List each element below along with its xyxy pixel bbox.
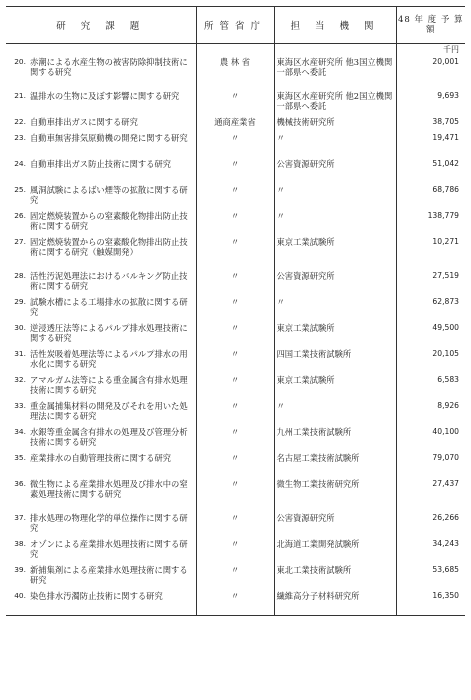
research-title: アマルガム法等による重金属含有排水処理技術に関する研究 (30, 375, 188, 395)
ministry-cell: 〃 (196, 589, 274, 615)
research-title-cell (6, 269, 196, 295)
agency-cell: 〃 (274, 209, 396, 235)
ministry-cell: 〃 (196, 511, 274, 537)
budget-cell: 8,926 (396, 399, 465, 425)
table-row (6, 321, 465, 347)
research-title-cell (6, 373, 196, 399)
row-number: 37. (14, 513, 26, 522)
research-title-cell (6, 131, 196, 157)
research-title-cell (6, 235, 196, 269)
budget-cell: 20,105 (396, 347, 465, 373)
table-row (6, 269, 465, 295)
research-title: 排水処理の物理化学的単位操作に関する研究 (30, 513, 188, 533)
table-row (6, 157, 465, 183)
row-number: 38. (14, 539, 26, 548)
research-title-cell (6, 451, 196, 477)
research-title-cell (6, 563, 196, 589)
table-row (6, 89, 465, 115)
budget-cell: 53,685 (396, 563, 465, 589)
budget-cell: 27,437 (396, 477, 465, 511)
ministry-cell: 〃 (196, 425, 274, 451)
research-title-cell (6, 209, 196, 235)
budget-cell: 38,705 (396, 115, 465, 131)
table-row (6, 209, 465, 235)
research-title: 水銀等重金属含有排水の処理及び管理分析技術に関する研究 (30, 427, 188, 447)
ministry-cell: 〃 (196, 269, 274, 295)
research-title-cell (6, 157, 196, 183)
header-research-title: 研 究 課 題 (6, 7, 196, 44)
agency-cell: 公害資源研究所 (274, 157, 396, 183)
table-row (6, 589, 465, 615)
agency-cell: 東京工業試験所 (274, 235, 396, 269)
row-number: 32. (14, 375, 26, 384)
header-agency: 担 当 機 関 (274, 7, 396, 44)
research-title: 自動車無害排気原動機の開発に関する研究 (30, 133, 188, 143)
research-title-cell (6, 347, 196, 373)
table-body (6, 44, 465, 616)
table-row (6, 295, 465, 321)
budget-cell: 34,243 (396, 537, 465, 563)
budget-cell: 19,471 (396, 131, 465, 157)
table-row (6, 563, 465, 589)
research-title: 自動車排出ガスに関する研究 (30, 117, 138, 127)
table-row (6, 511, 465, 537)
row-number: 20. (14, 57, 26, 66)
unit-label: 千円 (443, 45, 459, 54)
row-number: 30. (14, 323, 26, 332)
agency-cell: 四国工業技術試験所 (274, 347, 396, 373)
ministry-cell: 〃 (196, 477, 274, 511)
ministry-cell: 〃 (196, 295, 274, 321)
table-row (6, 235, 465, 269)
row-number: 36. (14, 479, 26, 488)
research-title: 産業排水の自動管理技術に関する研究 (30, 453, 172, 463)
ministry-cell: 〃 (196, 235, 274, 269)
research-title: 温排水の生物に及ぼす影響に関する研究 (30, 91, 180, 101)
ministry-cell: 〃 (196, 451, 274, 477)
agency-cell: 北海道工業開発試験所 (274, 537, 396, 563)
research-title: 染色排水汚濁防止技術に関する研究 (30, 591, 163, 601)
header-ministry: 所管省庁 (196, 7, 274, 44)
row-number: 33. (14, 401, 26, 410)
research-title-cell (6, 589, 196, 615)
row-number: 28. (14, 271, 26, 280)
budget-cell: 10,271 (396, 235, 465, 269)
table-row (6, 451, 465, 477)
budget-cell: 20,001 (396, 55, 465, 89)
header-budget: 48 年 度 予 算 額 (396, 7, 465, 44)
agency-cell: 機械技術研究所 (274, 115, 396, 131)
row-number: 40. (14, 591, 26, 600)
budget-cell: 6,583 (396, 373, 465, 399)
budget-cell: 26,266 (396, 511, 465, 537)
agency-cell: 東北工業技術試験所 (274, 563, 396, 589)
ministry-cell: 〃 (196, 399, 274, 425)
research-budget-table (6, 6, 465, 616)
ministry-cell: 〃 (196, 209, 274, 235)
row-number: 39. (14, 565, 26, 574)
budget-cell: 9,693 (396, 89, 465, 115)
agency-cell: 〃 (274, 399, 396, 425)
agency-cell: 〃 (274, 183, 396, 209)
table-row (6, 537, 465, 563)
row-number: 29. (14, 297, 26, 306)
research-title-cell (6, 399, 196, 425)
research-title: 固定燃焼装置からの窒素酸化物排出防止技術に関する研究 (30, 211, 188, 231)
table-row (6, 477, 465, 511)
research-title-cell (6, 321, 196, 347)
ministry-cell: 〃 (196, 537, 274, 563)
budget-cell: 138,779 (396, 209, 465, 235)
budget-cell: 40,100 (396, 425, 465, 451)
row-number: 27. (14, 237, 26, 246)
row-number: 25. (14, 185, 26, 194)
budget-cell: 68,786 (396, 183, 465, 209)
agency-cell: 微生物工業技術研究所 (274, 477, 396, 511)
research-title: 自動車排出ガス防止技術に関する研究 (30, 159, 172, 169)
budget-cell: 49,500 (396, 321, 465, 347)
research-title: 活性炭吸着処理法等によるパルプ排水の用水化に関する研究 (30, 349, 188, 369)
agency-cell: 東京工業試験所 (274, 321, 396, 347)
table-row (6, 115, 465, 131)
ministry-cell: 通商産業省 (196, 115, 274, 131)
research-title: 固定燃焼装置からの窒素酸化物排出防止技術に関する研究（触媒開発） (30, 237, 188, 257)
research-title: 重金属捕集材料の開発及びそれを用いた処理法に関する研究 (30, 401, 188, 421)
row-number: 24. (14, 159, 26, 168)
row-number: 21. (14, 91, 26, 100)
research-title-cell (6, 537, 196, 563)
research-title-cell (6, 477, 196, 511)
ministry-cell: 〃 (196, 131, 274, 157)
budget-cell: 51,042 (396, 157, 465, 183)
unit-row (6, 44, 465, 56)
agency-cell: 繊維高分子材料研究所 (274, 589, 396, 615)
table-header (6, 7, 465, 44)
row-number: 23. (14, 133, 26, 142)
agency-cell: 東京工業試験所 (274, 373, 396, 399)
research-title: オゾンによる産業排水処理技術に関する研究 (30, 539, 188, 559)
row-number: 22. (14, 117, 26, 126)
research-title-cell (6, 295, 196, 321)
research-title-cell (6, 115, 196, 131)
ministry-cell: 〃 (196, 157, 274, 183)
agency-cell: 名古屋工業技術試験所 (274, 451, 396, 477)
budget-cell: 16,350 (396, 589, 465, 615)
research-title-cell (6, 89, 196, 115)
budget-cell: 62,873 (396, 295, 465, 321)
agency-cell: 公害資源研究所 (274, 511, 396, 537)
research-title: 逆浸透圧法等によるパルプ排水処理技術に関する研究 (30, 323, 188, 343)
ministry-cell: 〃 (196, 563, 274, 589)
research-title: 新捕集剤による産業排水処理技術に関する研究 (30, 565, 188, 585)
table-row (6, 131, 465, 157)
table-row (6, 183, 465, 209)
row-number: 35. (14, 453, 26, 462)
research-title-cell (6, 511, 196, 537)
research-title: 活性汚泥処理法におけるバルキング防止技術に関する研究 (30, 271, 188, 291)
ministry-cell: 〃 (196, 373, 274, 399)
agency-cell: 東海区水産研究所 他2国立機関 一部県へ委託 (274, 89, 396, 115)
agency-cell: 〃 (274, 295, 396, 321)
research-title-cell (6, 183, 196, 209)
ministry-cell: 〃 (196, 347, 274, 373)
research-title-cell (6, 55, 196, 89)
research-title: 風洞試験によるばい煙等の拡散に関する研究 (30, 185, 188, 205)
row-number: 31. (14, 349, 26, 358)
table-row (6, 347, 465, 373)
agency-cell: 〃 (274, 131, 396, 157)
ministry-cell: 〃 (196, 89, 274, 115)
row-number: 26. (14, 211, 26, 220)
agency-cell: 東海区水産研究所 他3国立機関 一部県へ委託 (274, 55, 396, 89)
research-title: 赤潮による水産生物の被害防除抑制技術に関する研究 (30, 57, 188, 77)
table-row (6, 425, 465, 451)
agency-cell: 九州工業技術試験所 (274, 425, 396, 451)
budget-cell: 27,519 (396, 269, 465, 295)
table-row (6, 373, 465, 399)
ministry-cell: 農 林 省 (196, 55, 274, 89)
research-title: 微生物による産業排水処理及び排水中の窒素処理技術に関する研究 (30, 479, 188, 499)
table-row (6, 55, 465, 89)
research-title: 試験水槽による工場排水の拡散に関する研究 (30, 297, 188, 317)
table-row (6, 399, 465, 425)
budget-cell: 79,070 (396, 451, 465, 477)
agency-cell: 公害資源研究所 (274, 269, 396, 295)
ministry-cell: 〃 (196, 321, 274, 347)
row-number: 34. (14, 427, 26, 436)
research-title-cell (6, 425, 196, 451)
ministry-cell: 〃 (196, 183, 274, 209)
